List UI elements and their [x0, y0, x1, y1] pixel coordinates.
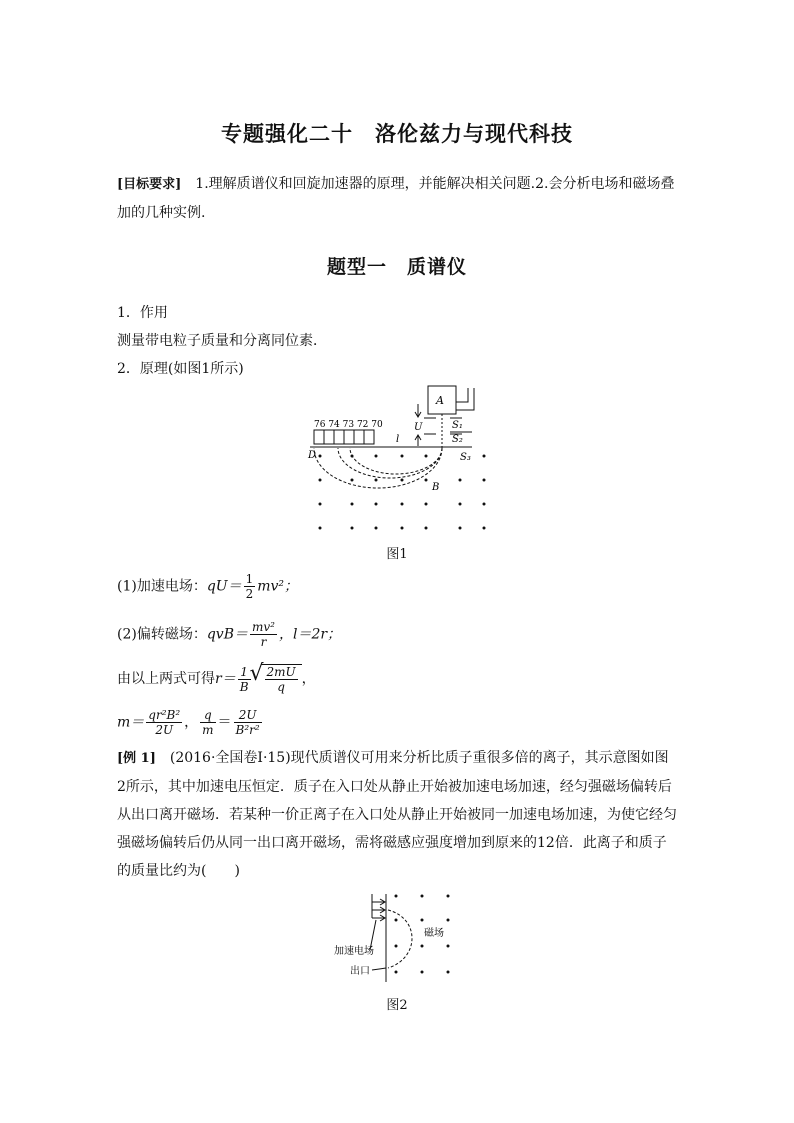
label-l: l [396, 434, 400, 445]
formula-1-lhs: qU＝ [206, 578, 242, 595]
formula-4-den2: m [202, 723, 214, 737]
field-dots [319, 455, 486, 530]
goal-text: 1.理解质谱仪和回旋加速器的原理，并能解决相关问题.2.会分析电场和磁场叠加的几种实例. [117, 176, 675, 221]
formula-2-rhs: ，l＝2r； [278, 626, 342, 643]
label-s2: S₂ [452, 434, 463, 445]
label-field: 磁场 [424, 928, 444, 939]
label-b: B [432, 482, 440, 493]
formula-4 [117, 708, 264, 737]
formula-3-den: B [239, 679, 249, 694]
figure-2-caption: 图2 [386, 998, 408, 1013]
formula-3-sqrt-num: √ 2mU [266, 665, 296, 679]
formula-2-den: r [260, 635, 267, 649]
formula-3-num: 1 [238, 665, 251, 680]
formula-4-den3: B²r² [235, 723, 260, 737]
figure-1-caption: 图1 [386, 547, 408, 562]
example-1-tag: [例 1] [117, 751, 156, 766]
formula-3-sqrt [261, 664, 302, 694]
label-s3: S₃ [460, 452, 471, 463]
formula-4-frac-1 [146, 708, 182, 737]
page-title: 专题强化二十 洛伦兹力与现代科技 [221, 122, 573, 146]
formula-4-frac-2 [200, 708, 215, 737]
formula-4-num3: 2U [234, 708, 262, 723]
formula-4-mid: ， [184, 714, 199, 731]
formula-1 [117, 572, 298, 601]
label-a: A [436, 394, 444, 407]
formula-3-sqrt-frac [265, 665, 298, 694]
formula-4-num2: q [200, 708, 215, 723]
formula-1-frac [244, 572, 256, 601]
formula-3 [117, 664, 316, 694]
item2-label: 2．原理(如图1所示) [117, 361, 244, 377]
goal-tag: [目标要求] [117, 177, 182, 192]
formula-2-prefix: (2)偏转磁场： [117, 626, 207, 643]
formula-1-rhs: mv²； [257, 578, 299, 595]
example-1-paragraph [117, 744, 677, 885]
formula-1-num: 1 [245, 572, 254, 586]
formula-2 [117, 620, 341, 649]
formula-2-num: mv² [252, 620, 275, 634]
label-exit: 出口 [350, 966, 370, 977]
formula-3-prefix: 由以上两式可得 [117, 671, 215, 687]
formula-4-frac-3 [234, 708, 262, 737]
section-heading: 题型一 质谱仪 [326, 256, 467, 278]
formula-3-sqrt-den: q [277, 680, 285, 694]
formula-1-den: 2 [245, 587, 254, 601]
formula-4-lhs: m＝ [117, 714, 145, 731]
label-accel: 加速电场 [334, 946, 374, 957]
formula-2-lhs: qvB＝ [206, 626, 249, 643]
label-s1: S₁ [452, 420, 463, 431]
formula-4-num: qr²B² [148, 708, 181, 722]
formula-4-den: 2U [155, 723, 174, 737]
formula-2-frac [250, 620, 277, 649]
formula-1-prefix: (1)加速电场： [117, 578, 207, 595]
goal-paragraph [117, 170, 677, 227]
formula-3-tail: ， [301, 671, 316, 687]
formula-4-eq: ＝ [217, 714, 232, 731]
figure-2-mass-spectrometer [330, 888, 470, 988]
item1-text: 测量带电粒子质量和分离同位素． [117, 333, 327, 349]
scale-label: 76 74 73 72 70 [314, 420, 383, 430]
label-u: U [414, 422, 423, 433]
formula-3-lhs: r＝ [215, 671, 236, 687]
label-d: D [308, 450, 317, 461]
item1-label: 1．作用 [117, 305, 168, 321]
example-1-text: (2016·全国卷Ⅰ·15)现代质谱仪可用来分析比质子重很多倍的离子，其示意图如图2所示，其中加速电压恒定．质子在入口处从静止开始被加速电场加速，经匀强磁场偏转后从出口离开磁场．若某种一价正离子在入口处从静止开始被同一加速电场加速，为使它经匀强磁场偏转后仍从同一出口离开磁场，需将磁感应强度增加到原来的12倍．此离子和质子的质量比约为( ) [117, 750, 677, 879]
figure-1-mass-spectrometer [300, 382, 500, 542]
